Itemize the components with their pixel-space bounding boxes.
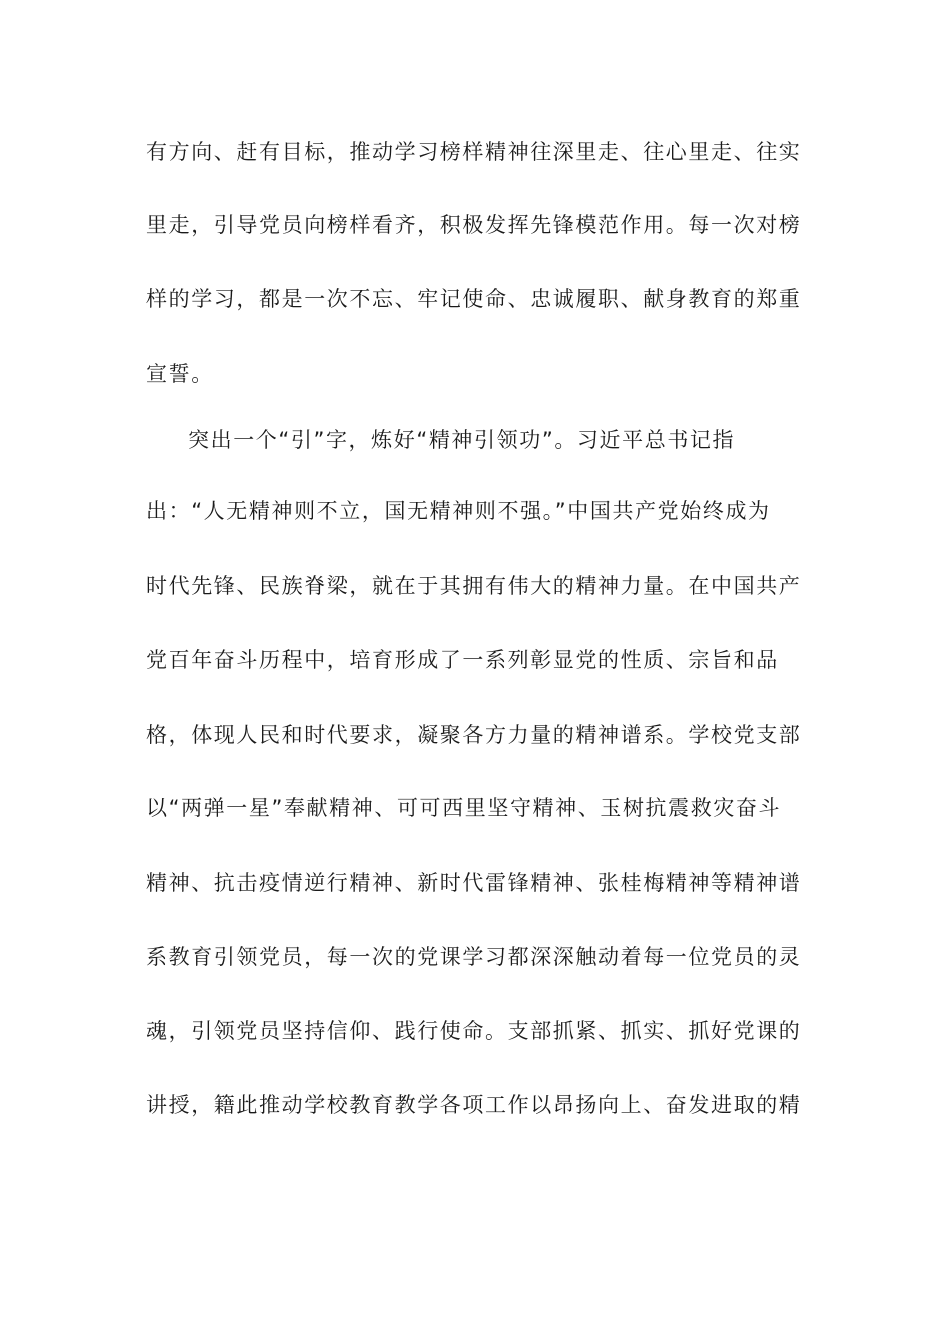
text-line: 魂，引领党员坚持信仰、践行使命。支部抓紧、抓实、抓好党课的 [146,1019,802,1043]
text-line: 系教育引领党员，每一次的党课学习都深深触动着每一位党员的灵 [146,945,802,969]
text-line: 宣誓。 [146,362,214,386]
paragraph-first-line: 突出一个“引”字，炼好“精神引领功”。习近平总书记指 [188,428,736,452]
text-line: 讲授，籍此推动学校教育教学各项工作以昂扬向上、奋发进取的精 [146,1093,802,1117]
text-line: 精神、抗击疫情逆行精神、新时代雷锋精神、张桂梅精神等精神谱 [146,871,802,895]
text-line: 党百年奋斗历程中，培育形成了一系列彰显党的性质、宗旨和品 [146,648,779,672]
text-line: 出：“人无精神则不立，国无精神则不强。”中国共产党始终成为 [146,499,771,523]
text-line: 样的学习，都是一次不忘、牢记使命、忠诚履职、献身教育的郑重 [146,287,802,311]
text-line: 有方向、赶有目标，推动学习榜样精神往深里走、往心里走、往实 [146,140,802,164]
text-line: 格，体现人民和时代要求，凝聚各方力量的精神谱系。学校党支部 [146,723,802,747]
text-line: 时代先锋、民族脊梁，就在于其拥有伟大的精神力量。在中国共产 [146,574,802,598]
text-line: 里走，引导党员向榜样看齐，积极发挥先锋模范作用。每一次对榜 [146,213,802,237]
text-line: 以“两弹一星”奉献精神、可可西里坚守精神、玉树抗震救灾奋斗 [146,796,782,820]
